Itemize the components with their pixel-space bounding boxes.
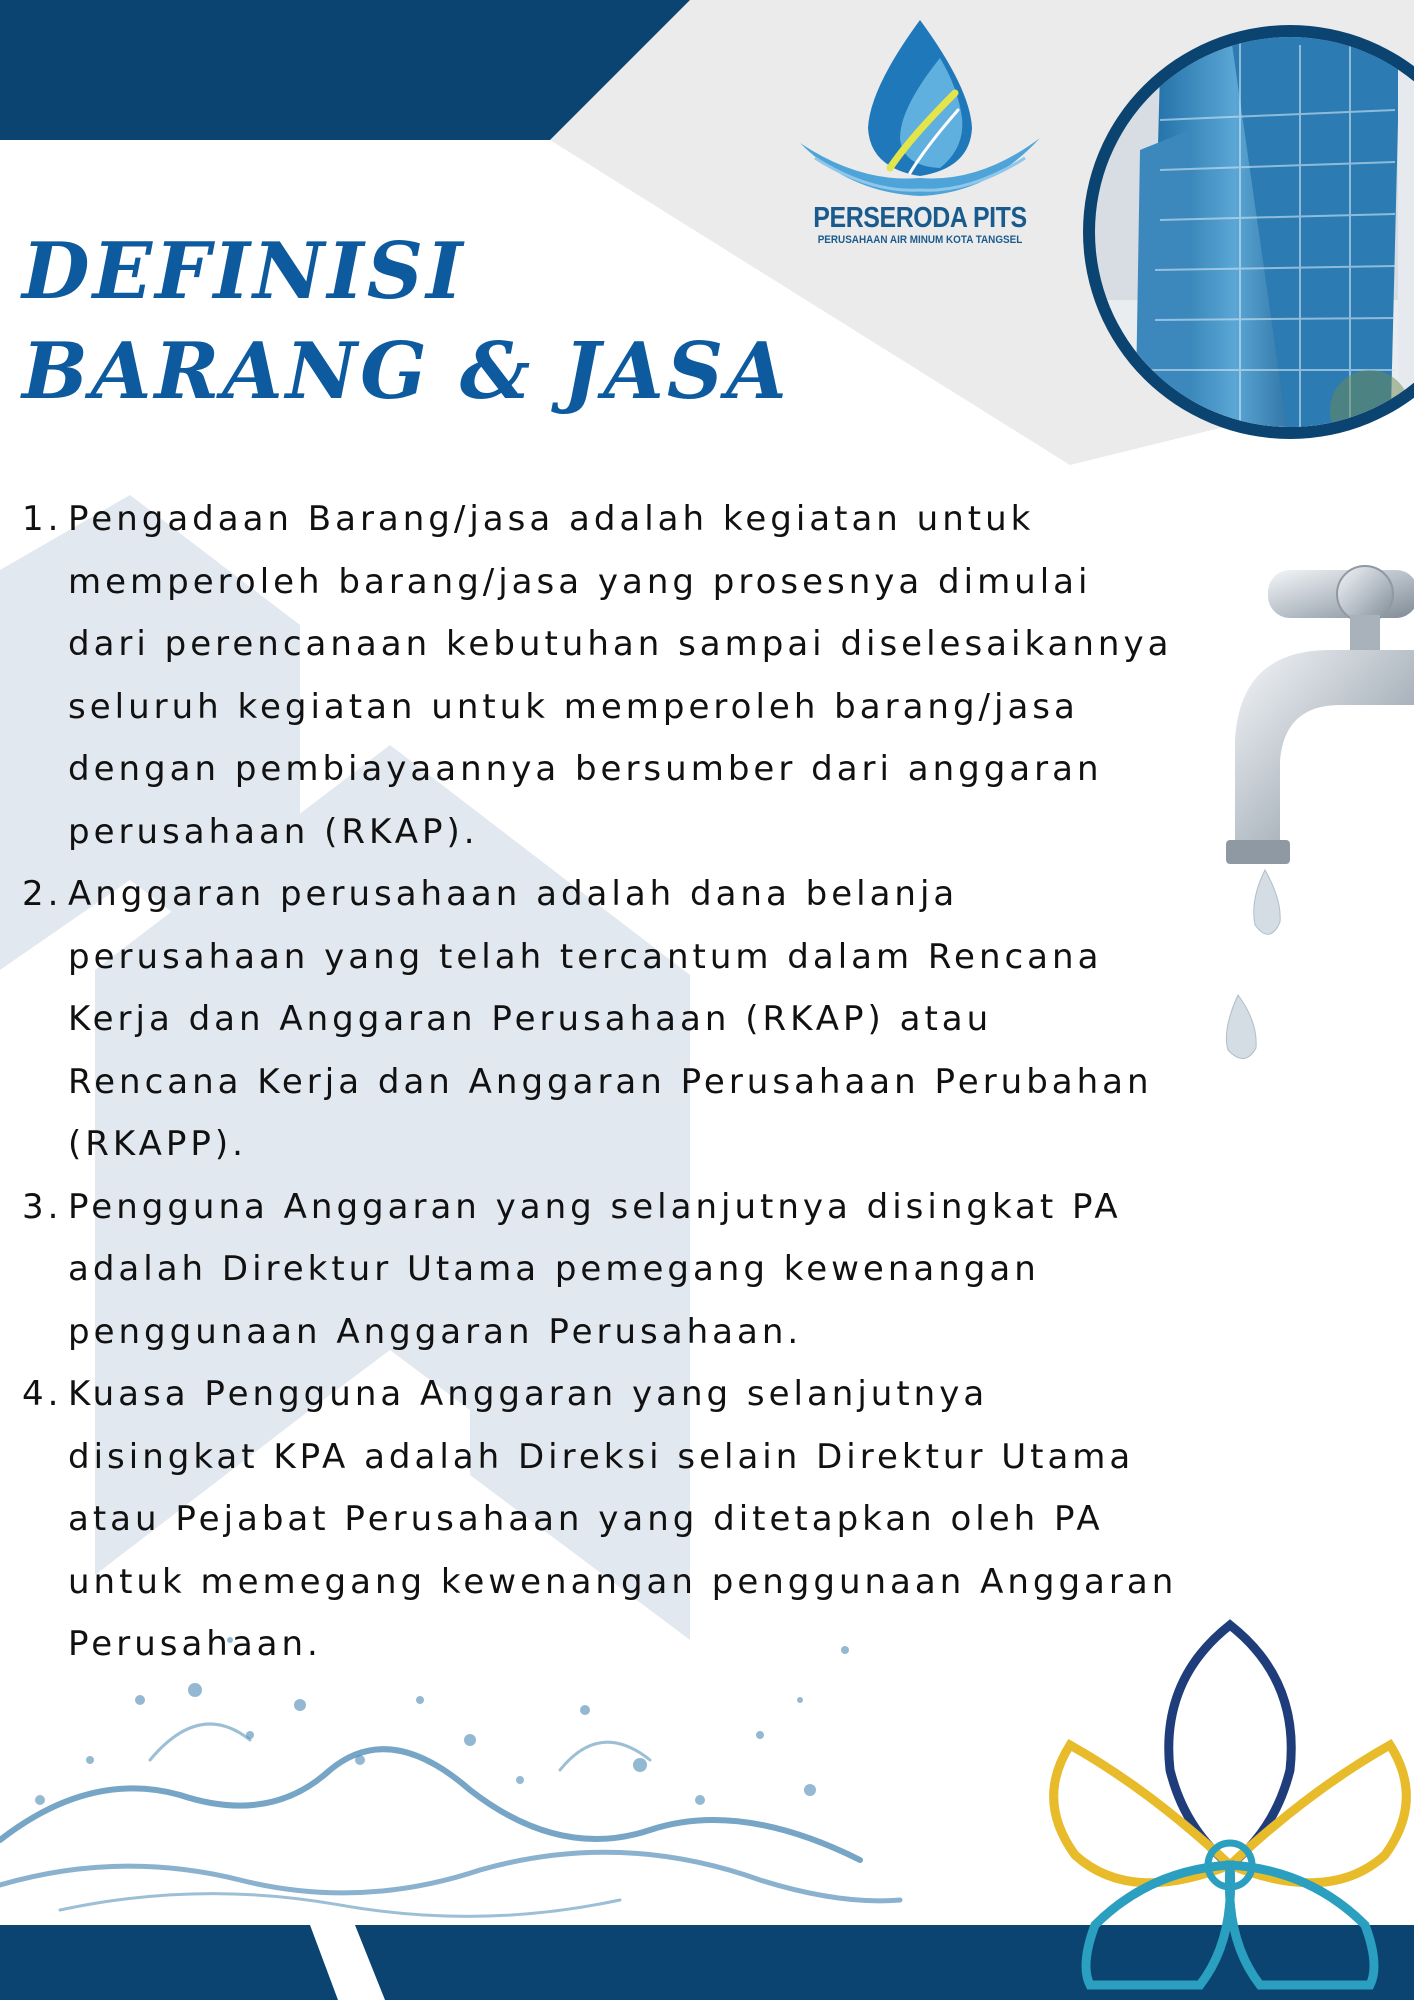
- page-title: [22, 222, 790, 422]
- definition-line: Kerja dan Anggaran Perusahaan (RKAP) atau: [68, 999, 993, 1039]
- logo-subtitle: PERUSAHAAN AIR MINUM KOTA TANGSEL: [817, 234, 1023, 246]
- title-line-2: BARANG & JASA: [22, 326, 790, 417]
- definition-line: perusahaan yang telah tercantum dalam Rencana: [68, 936, 1103, 977]
- definition-line: penggunaan Anggaran Perusahaan.: [68, 1311, 803, 1352]
- definition-line: seluruh kegiatan untuk memperoleh barang/jasa: [68, 686, 1079, 727]
- definition-line: Perusahaan.: [68, 1624, 322, 1664]
- definition-number: 4.: [22, 1374, 63, 1414]
- definition-line: Anggaran perusahaan adalah dana belanja: [68, 874, 959, 914]
- definition-line: perusahaan (RKAP).: [68, 811, 479, 852]
- definition-line: Pengguna Anggaran yang selanjutnya disingkat PA: [68, 1186, 1122, 1227]
- definition-number: 2.: [22, 874, 63, 914]
- water-splash-icon: [0, 1724, 900, 1916]
- company-logo: [790, 18, 1050, 258]
- definition-item: [22, 863, 1322, 1176]
- logo-name: PERSERODA PITS: [813, 202, 1027, 234]
- definition-line: Pengadaan Barang/jasa adalah kegiatan untuk: [68, 499, 1035, 539]
- definition-number: 1.: [22, 499, 63, 539]
- title-line-1: DEFINISI: [22, 226, 466, 317]
- definition-item: [22, 1176, 1322, 1364]
- definitions-list: [22, 488, 1322, 1676]
- definition-item: [22, 488, 1322, 863]
- definition-line: Kuasa Pengguna Anggaran yang selanjutnya: [68, 1374, 989, 1414]
- definition-line: adalah Direktur Utama pemegang kewenangan: [68, 1249, 1040, 1289]
- definition-item: [22, 1363, 1322, 1676]
- definition-number: 3.: [22, 1186, 63, 1227]
- definition-line: atau Pejabat Perusahaan yang ditetapkan oleh PA: [68, 1499, 1104, 1539]
- definition-line: (RKAPP).: [68, 1124, 247, 1164]
- definition-line: memperoleh barang/jasa yang prosesnya dimulai: [68, 561, 1092, 602]
- definition-line: dengan pembiayaannya bersumber dari anggaran: [68, 749, 1103, 789]
- definition-line: Rencana Kerja dan Anggaran Perusahaan Perubahan: [68, 1061, 1153, 1102]
- water-drop-logo-icon: [790, 18, 1050, 203]
- definition-line: disingkat KPA adalah Direksi selain Direktur Utama: [68, 1436, 1135, 1477]
- definition-line: untuk memegang kewenangan penggunaan Anggaran: [68, 1561, 1178, 1602]
- definition-line: dari perencanaan kebutuhan sampai diselesaikannya: [68, 624, 1173, 664]
